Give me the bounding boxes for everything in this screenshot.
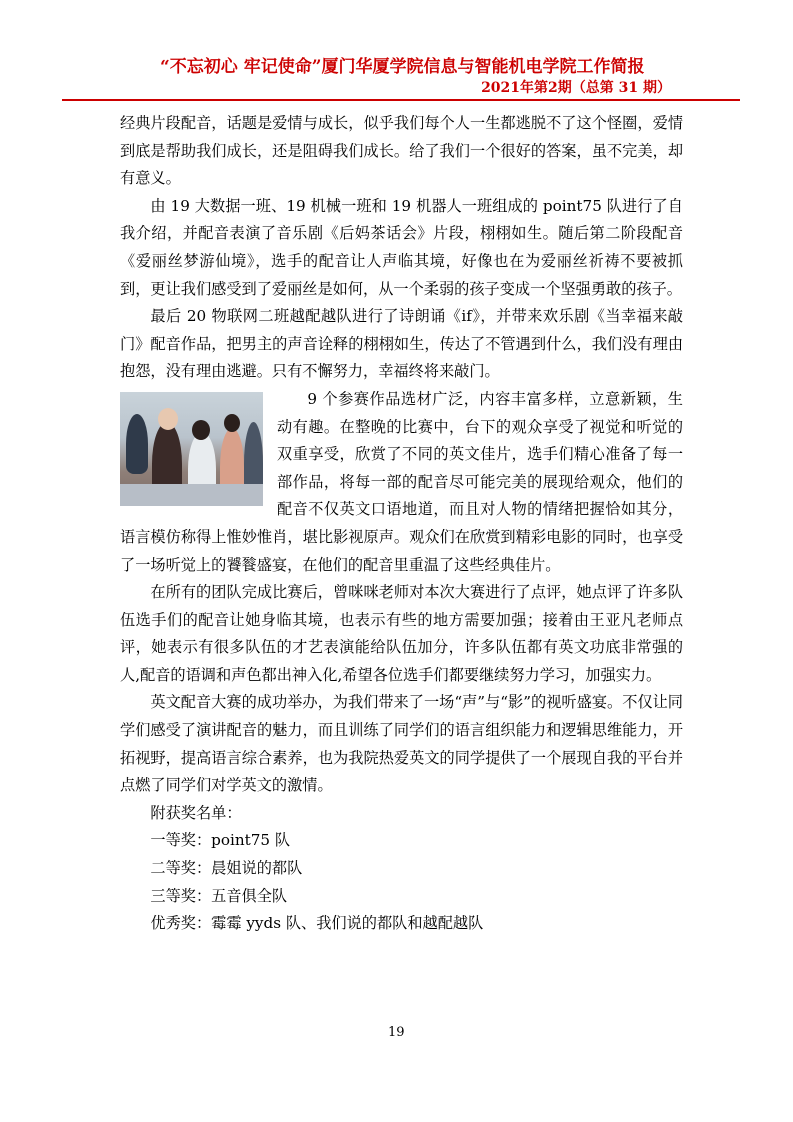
award-item: 三等奖：五音俱全队	[150, 886, 288, 905]
award-item: 二等奖：晨姐说的都队	[150, 859, 303, 878]
paragraph: 在所有的团队完成比赛后，曾咪咪老师对本次大赛进行了点评，她点评了许多队伍选手们的配音让她身临其境，也表示有些的地方需要加强；接着由王亚凡老师点评，她表示有很多队伍的才艺表演能给队伍加分，许多队伍都有英文功底非常强的人,配音的语调和声色都出神入化,希望各位选手们都要继续努力学习，加强实力。	[120, 583, 683, 684]
header-divider	[62, 99, 740, 101]
award-heading: 附获奖名单：	[150, 803, 242, 822]
paragraph: 经典片段配音，话题是爱情与成长，似乎我们每个人一生都逃脱不了这个怪圈，爱情到底是帮助我们成长，还是阻碍我们成长。给了我们一个很好的答案，虽不完美，却有意义。	[120, 114, 683, 188]
award-item: 优秀奖：霉霉 yyds 队、我们说的都队和越配越队	[150, 914, 484, 933]
paragraph: 最后 20 物联网二班越配越队进行了诗朗诵《if》，并带来欢乐剧《当幸福来敲门》配音作品，把男主的声音诠释的栩栩如生，传达了不管遇到什么，我们没有理由抱怨，没有理由逃避。只有不懈努力，幸福终将来敲门。	[120, 307, 683, 381]
award-item: 一等奖：point75 队	[150, 831, 291, 850]
paragraph: 由 19 大数据一班、19 机械一班和 19 机器人一班组成的 point75 队进行了自我介绍，并配音表演了音乐剧《后妈茶话会》片段，栩栩如生。随后第二阶段配音《爱丽丝梦游仙境》，选手的配音让人声临其境，好像也在为爱丽丝祈祷不要被抓到，更让我们感受到了爱丽丝是如何，从一个柔弱的孩子变成一个坚强勇敢的孩子。	[120, 196, 683, 298]
page-number: 19	[388, 1025, 405, 1040]
report-title: “不忘初心 牢记使命”厦门华厦学院信息与智能机电学院工作简报	[160, 57, 645, 77]
paragraph: 英文配音大赛的成功举办，为我们带来了一场“声”与“影”的视听盛宴。不仅让同学们感受了演讲配音的魅力，而且训练了同学们的语言组织能力和逻辑思维能力，开拓视野，提高语言综合素养，也为我院热爱英文的同学提供了一个展现自我的平台并点燃了同学们对学英文的激情。	[120, 693, 683, 795]
event-photo	[120, 392, 263, 506]
award-list	[120, 800, 683, 938]
issue-number: 2021年第2期（总第 31 期）	[481, 80, 671, 96]
article-body	[120, 110, 683, 938]
paragraph: 9 个参赛作品选材广泛，内容丰富多样，立意新颖，生动有趣。在整晚的比赛中，台下的观众享受了视觉和听觉的双重享受，欣赏了不同的英文佳片，选手们精心准备了每一部作品，将每一部的配音尽可能完美的展现给观众，他们的配音不仅英文口语地道，而且对人物的情绪把握恰如其分，语言模仿称得上惟妙惟肖，堪比影视原声。观众们在欣赏到精彩电影的同时，也享受了一场听觉上的饕餮盛宴，在他们的配音里重温了这些经典佳片。	[120, 389, 683, 574]
